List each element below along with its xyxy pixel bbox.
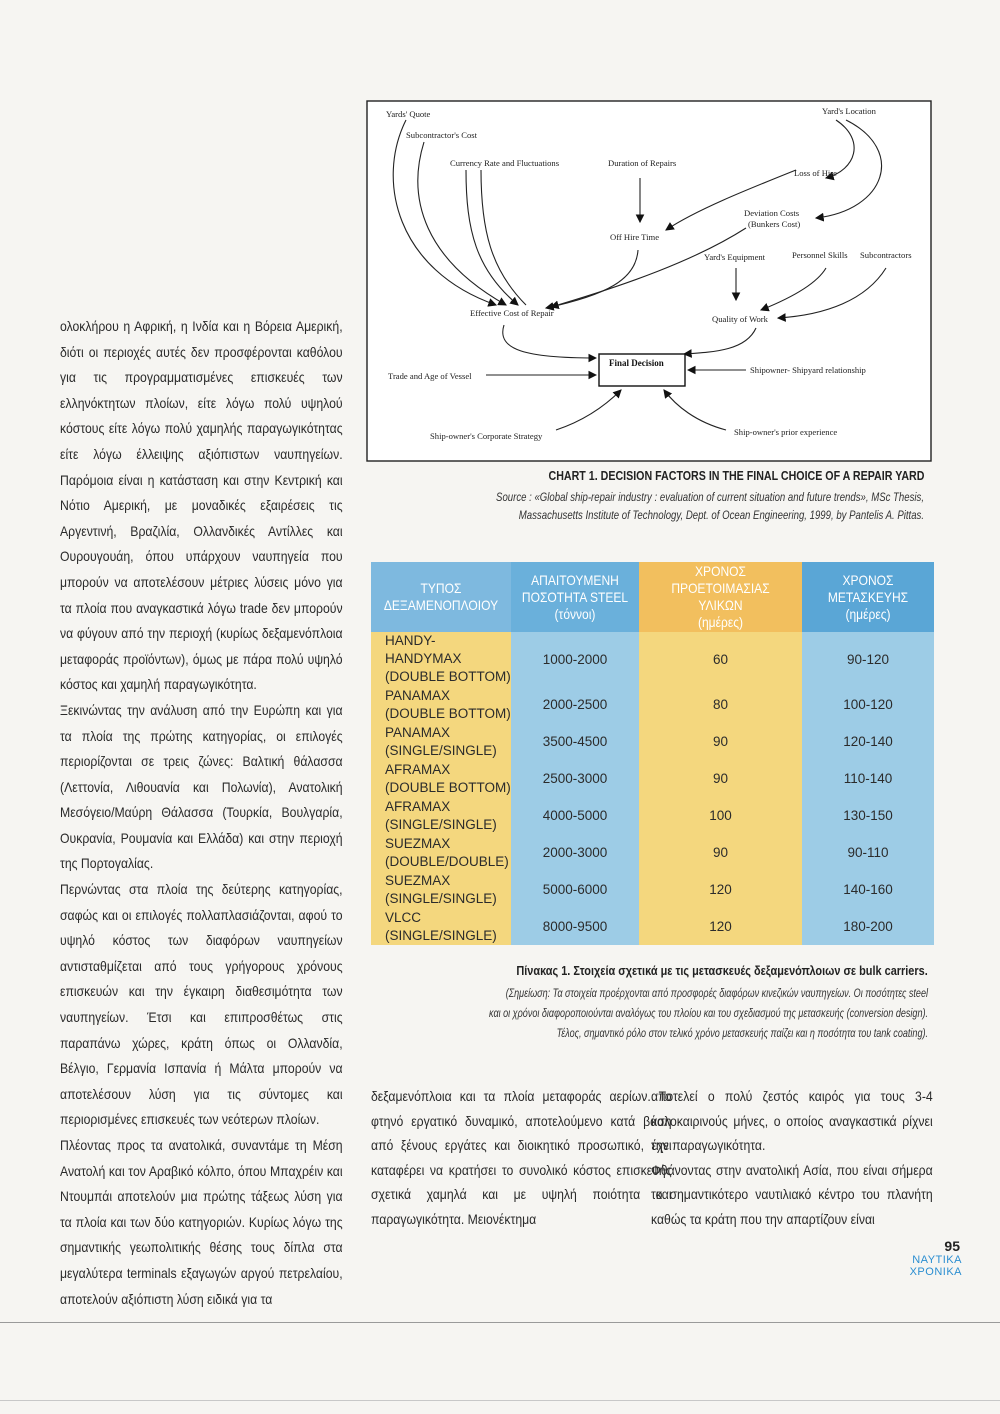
tanker-type-name: AFRAMAX [385, 798, 451, 814]
node-yards-equipment: Yard's Equipment [704, 252, 766, 262]
tanker-type-hull: (SINGLE/SINGLE) [385, 742, 497, 758]
tanker-type-hull: (SINGLE/SINGLE) [385, 816, 497, 832]
table-header-row [371, 562, 934, 632]
node-subcontractors: Subcontractors [860, 250, 912, 260]
cell-tanker-type [371, 797, 511, 834]
right-paragraph-2: Φθάνοντας στην ανατολική Ασία, που είναι σήμερα το σημαντικότερο ναυτιλιακό κέντρο του πλανήτη καθώς τα κράτη που την απαρτίζουν είναι [651, 1162, 933, 1227]
table-row [371, 908, 934, 945]
node-effective-cost: Effective Cost of Repair [470, 308, 554, 318]
tanker-type-hull: (SINGLE/SINGLE) [385, 927, 497, 943]
node-duration: Duration of Repairs [608, 158, 677, 168]
tanker-type-hull: (DOUBLE BOTTOM) [385, 779, 511, 795]
node-off-hire: Off Hire Time [610, 232, 660, 242]
chart-title: CHART 1. DECISION FACTORS IN THE FINAL CHOICE OF A REPAIR YARD [548, 468, 924, 483]
table-row [371, 723, 934, 760]
diagram-svg [366, 100, 932, 462]
right-text-column [651, 1085, 933, 1233]
chart-source-line-1: Source : «Global ship-repair industry : evaluation of current situation and future trends», MSc Thesis, [496, 490, 924, 504]
middle-text-column [371, 1085, 672, 1233]
node-yards-location: Yard's Location [822, 106, 876, 116]
left-paragraph-2: Ξεκινώντας την ανάλυση από την Ευρώπη και για τα πλοία της πρώτης κατηγορίας, οι επιλογές περιορίζονται σε τρεις ζώνες: Βαλτική θάλασσα (Λεττονία, Λιθουανία και Πολωνία), Ανατολική Μεσόγειο/Μαύρη Θάλασσα (Τουρκία, Βουλγαρία, Ουκρανία, Ρουμανία και Ελλάδα) και στην περιοχή της Πορτογαλίας. [60, 702, 343, 872]
page-number: 95 [944, 1238, 960, 1254]
tanker-type-name: AFRAMAX [385, 761, 451, 777]
tanker-type-hull: (DOUBLE/DOUBLE) [385, 853, 509, 869]
node-relationship: Shipowner- Shipyard relationship [750, 365, 866, 375]
cell-prep-days: 120 [639, 871, 802, 908]
magazine-name-line-2: ΧΡΟΝΙΚΑ [909, 1266, 962, 1278]
cell-conversion-days: 90-110 [802, 834, 934, 871]
cell-tanker-type [371, 632, 511, 686]
cell-conversion-days: 120-140 [802, 723, 934, 760]
cell-conversion-days: 130-150 [802, 797, 934, 834]
cell-tanker-type [371, 723, 511, 760]
node-corporate: Ship-owner's Corporate Strategy [430, 431, 543, 441]
node-yards-quote: Yards' Quote [386, 109, 431, 119]
tanker-type-hull: (SINGLE/SINGLE) [385, 890, 497, 906]
decision-factors-diagram [366, 100, 932, 462]
node-quality: Quality of Work [712, 314, 768, 324]
table-note-line-3: Τέλος, σημαντικό ρόλο στον τελικό χρόνο μετασκευής παίζει και η ποσότητα του tank coating). [556, 1027, 928, 1040]
diagram-frame [367, 101, 931, 461]
tanker-type-name: PANAMAX [385, 687, 451, 703]
chart-source [380, 488, 924, 524]
header-prep: ΧΡΟΝΟΣ ΠΡΟΕΤΟΙΜΑΣΙΑΣ ΥΛΙΚΩΝ (ημέρες) [639, 562, 802, 632]
tanker-type-name: SUEZMAX [385, 835, 451, 851]
cell-tanker-type [371, 908, 511, 945]
left-paragraph-3: Περνώντας στα πλοία της δεύτερης κατηγορίας, σαφώς και οι επιλογές πολλαπλασιάζονται, αφού το υψηλό κόστος των διαφόρων ναυπηγείων αντισταθμίζεται από τους γρήγορους χρόνους επισκευών και την έγκαιρη διαθεσιμότητα των ναυπηγείων. Έτσι και επιπροσθέτως στις παραπάνω χώρες, κράτη όπως οι Ολλανδία, Βέλγιο, Γερμανία Ισπανία ή Μάλτα μπορούν να αποτελέσουν λύση για τις σύντομες και περιορισμένες επισκευές των νεότερων πλοίων. [60, 882, 343, 1128]
magazine-name-line-1: ΝΑΥΤΙΚΑ [912, 1254, 962, 1266]
cell-prep-days: 90 [639, 834, 802, 871]
cell-conversion-days: 110-140 [802, 760, 934, 797]
table-note-line-1: (Σημείωση: Τα στοιχεία προέρχονται από προσφορές διαφόρων κινεζικών ναυπηγείων. Οι ποσότητες steel [505, 987, 928, 1000]
magazine-name [910, 1254, 962, 1278]
cell-prep-days: 90 [639, 760, 802, 797]
cell-steel: 4000-5000 [511, 797, 639, 834]
cell-conversion-days: 140-160 [802, 871, 934, 908]
cell-prep-days: 80 [639, 686, 802, 723]
cell-steel: 2500-3000 [511, 760, 639, 797]
cell-steel: 1000-2000 [511, 632, 639, 686]
node-deviation-bunkers: (Bunkers Cost) [748, 219, 801, 229]
cell-steel: 3500-4500 [511, 723, 639, 760]
table-note-line-2: και οι χρόνοι διαφοροποιούνται αναλόγως του πλοίου και του σχεδιασμού της μετασκευής (conversion design). [489, 1007, 928, 1020]
cell-conversion-days: 180-200 [802, 908, 934, 945]
table-row [371, 871, 934, 908]
tanker-type-name: SUEZMAX [385, 872, 451, 888]
page-bottom-edge [0, 1322, 1000, 1323]
conversion-table [371, 562, 934, 946]
node-currency: Currency Rate and Fluctuations [450, 158, 560, 168]
cell-tanker-type [371, 760, 511, 797]
cell-conversion-days: 90-120 [802, 632, 934, 686]
node-loss-of-hire: Loss of Hire [794, 168, 837, 178]
table-row [371, 686, 934, 723]
table-note [366, 984, 928, 1044]
header-steel: ΑΠΑΙΤΟΥΜΕΝΗ ΠΟΣΟΤΗΤΑ STEEL (τόννοι) [511, 562, 639, 632]
chart-source-line-2: Massachusetts Institute of Technology, Dept. of Ocean Engineering, 1999, by Pantelis A. Pittas. [518, 508, 924, 522]
cell-conversion-days: 100-120 [802, 686, 934, 723]
left-text-column [60, 314, 343, 1312]
node-final-decision: Final Decision [609, 358, 664, 368]
cell-prep-days: 100 [639, 797, 802, 834]
cell-steel: 2000-2500 [511, 686, 639, 723]
tanker-type-hull: (DOUBLE BOTTOM) [385, 705, 511, 721]
table-row [371, 797, 934, 834]
tanker-type-name: HANDY-HANDYMAX [385, 633, 462, 666]
cell-prep-days: 90 [639, 723, 802, 760]
node-deviation-costs: Deviation Costs [744, 208, 800, 218]
cell-steel: 5000-6000 [511, 871, 639, 908]
node-subcontractors-cost: Subcontractor's Cost [406, 130, 478, 140]
cell-steel: 2000-3000 [511, 834, 639, 871]
page-shadow-edge [0, 1400, 1000, 1401]
table-caption: Πίνακας 1. Στοιχεία σχετικά με τις μετασκευές δεξαμενόπλοιων σε bulk carriers. [516, 963, 928, 978]
node-trade-age: Trade and Age of Vessel [388, 371, 472, 381]
cell-prep-days: 120 [639, 908, 802, 945]
tanker-type-name: VLCC [385, 909, 422, 925]
cell-steel: 8000-9500 [511, 908, 639, 945]
tanker-type-hull: (DOUBLE BOTTOM) [385, 669, 511, 684]
node-prior-experience: Ship-owner's prior experience [734, 427, 838, 437]
right-paragraph-1: αποτελεί ο πολύ ζεστός καιρός για τους 3-4 καλοκαιρινούς μήνες, ο οποίος αναγκαστικά ρίχνει την παραγωγικότητα. [651, 1089, 933, 1154]
table-row [371, 760, 934, 797]
header-conversion: ΧΡΟΝΟΣ ΜΕΤΑΣΚΕΥΗΣ (ημέρες) [802, 562, 934, 632]
cell-tanker-type [371, 686, 511, 723]
left-paragraph-4: Πλέοντας προς τα ανατολικά, συναντάμε τη Μέση Ανατολή και τον Αραβικό κόλπο, όπου Μπαχρέιν και Ντουμπάι αποτελούν μια πρώτης τάξεως λύση για τα πλοία και των δύο κατηγοριών. Κυρίως λόγω της σημαντικής γεωπολιτικής θέσης τους δίπλα στα μεγαλύτερα terminals εξαγωγών αργού πετρελαίου, αποτελούν αξιόπιστη λύση ειδικά για τα [60, 1138, 343, 1307]
table-row [371, 632, 934, 686]
cell-prep-days: 60 [639, 632, 802, 686]
header-type: ΤΥΠΟΣ ΔΕΞΑΜΕΝΟΠΛΟΙΟΥ [371, 562, 511, 632]
cell-tanker-type [371, 871, 511, 908]
middle-paragraph: δεξαμενόπλοια και τα πλοία μεταφοράς αερίων. Το φτηνό εργατικό δυναμικό, αποτελούμενο κατά βάση από ξένους εργάτες και διοικητικό προσωπικό, έχει καταφέρει να κρατήσει το συνολικό κόστος επισκευής σχετικά χαμηλά και με υψηλή ποιότητα και παραγωγικότητα. Μειονέκτημα [371, 1089, 672, 1227]
node-personnel: Personnel Skills [792, 250, 848, 260]
left-paragraph-1: ολοκλήρου η Αφρική, η Ινδία και η Βόρεια Αμερική, διότι οι περιοχές αυτές δεν προσφέρονται καθόλου για τις προγραμματισμένες επισκευές των ελληνόκτητων πλοίων, είτε λόγω πολύ υψηλού κόστους είτε λόγω πολύ χαμηλής παραγωγικότητας είτε λόγω έλλειψης αξιόπιστων ναυπηγείων. Παρόμοια είναι η κατάσταση και στην Κεντρική και Νότιο Αμερική, με μοναδικές εξαιρέσεις τις Αργεντινή, Βραζιλία, Ολλανδικές Αντίλλες και Ουρουγουάη, όπου υπάρχουν ναυπηγεία που μπορούν να αποτελέσουν μέτριες λύσεις μόνο για τα πλοία που αναγκαστικά λόγω trade δεν μπορούν να φύγουν από την περιοχή (κυρίως δεξαμενόπλοια μεταφοράς προϊόντων), όμως με πάρα πολύ υψηλό κόστος και χαμηλή παραγωγικότητα. [60, 319, 343, 693]
table-row [371, 834, 934, 871]
tanker-type-name: PANAMAX [385, 724, 451, 740]
cell-tanker-type [371, 834, 511, 871]
